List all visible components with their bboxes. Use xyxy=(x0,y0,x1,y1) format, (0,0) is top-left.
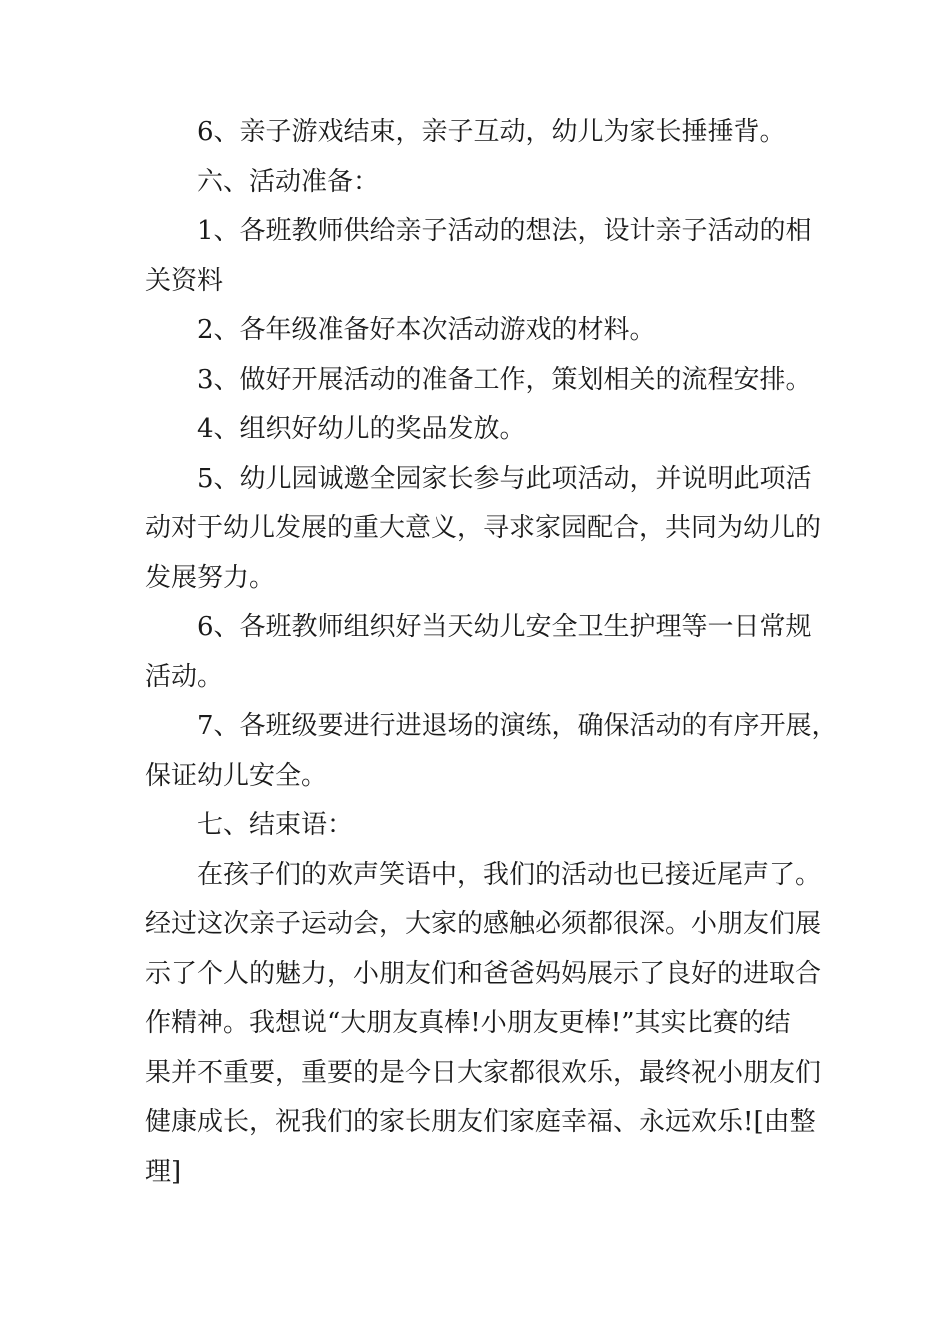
text-line: 6、各班教师组织好当天幼儿安全卫生护理等一日常规 xyxy=(197,612,812,642)
document-body xyxy=(145,108,838,1197)
text-line: 活动。 xyxy=(145,661,224,692)
text-line: 果并不重要，重要的是今日大家都很欢乐，最终祝小朋友们 xyxy=(145,1057,822,1088)
text-line: 理] xyxy=(145,1156,182,1187)
text-line: 动对于幼儿发展的重大意义，寻求家园配合，共同为幼儿的 xyxy=(145,513,822,543)
text-line: 6、亲子游戏结束，亲子互动，幼儿为家长捶捶背。 xyxy=(197,117,786,147)
text-line: 5、幼儿园诚邀全园家长参与此项活动，并说明此项活 xyxy=(197,463,812,494)
text-line: 保证幼儿安全。 xyxy=(145,760,328,791)
text-line: 2、各年级准备好本次活动游戏的材料。 xyxy=(197,315,656,345)
text-line: 经过这次亲子运动会，大家的感触必须都很深。小朋友们展 xyxy=(145,909,822,939)
text-line: 示了个人的魅力，小朋友们和爸爸妈妈展示了良好的进取合 xyxy=(145,958,822,989)
text-line: 关资料 xyxy=(145,265,224,296)
text-line: 在孩子们的欢声笑语中，我们的活动也已接近尾声了。 xyxy=(197,859,822,890)
text-line: 1、各班教师供给亲子活动的想法，设计亲子活动的相 xyxy=(197,216,812,246)
section-heading: 六、活动准备： xyxy=(197,166,380,197)
text-line: 作精神。我想说“大朋友真棒!小朋友更棒!”其实比赛的结 xyxy=(145,1008,791,1038)
section-heading: 七、结束语： xyxy=(197,810,354,840)
text-line: 健康成长，祝我们的家长朋友们家庭幸福、永远欢乐![由整 xyxy=(145,1107,816,1137)
text-line: 7、各班级要进行进退场的演练，确保活动的有序开展， xyxy=(197,711,838,741)
text-line: 发展努力。 xyxy=(145,562,276,593)
text-line: 3、做好开展活动的准备工作，策划相关的流程安排。 xyxy=(197,364,812,395)
text-line: 4、组织好幼儿的奖品发放。 xyxy=(197,414,526,444)
